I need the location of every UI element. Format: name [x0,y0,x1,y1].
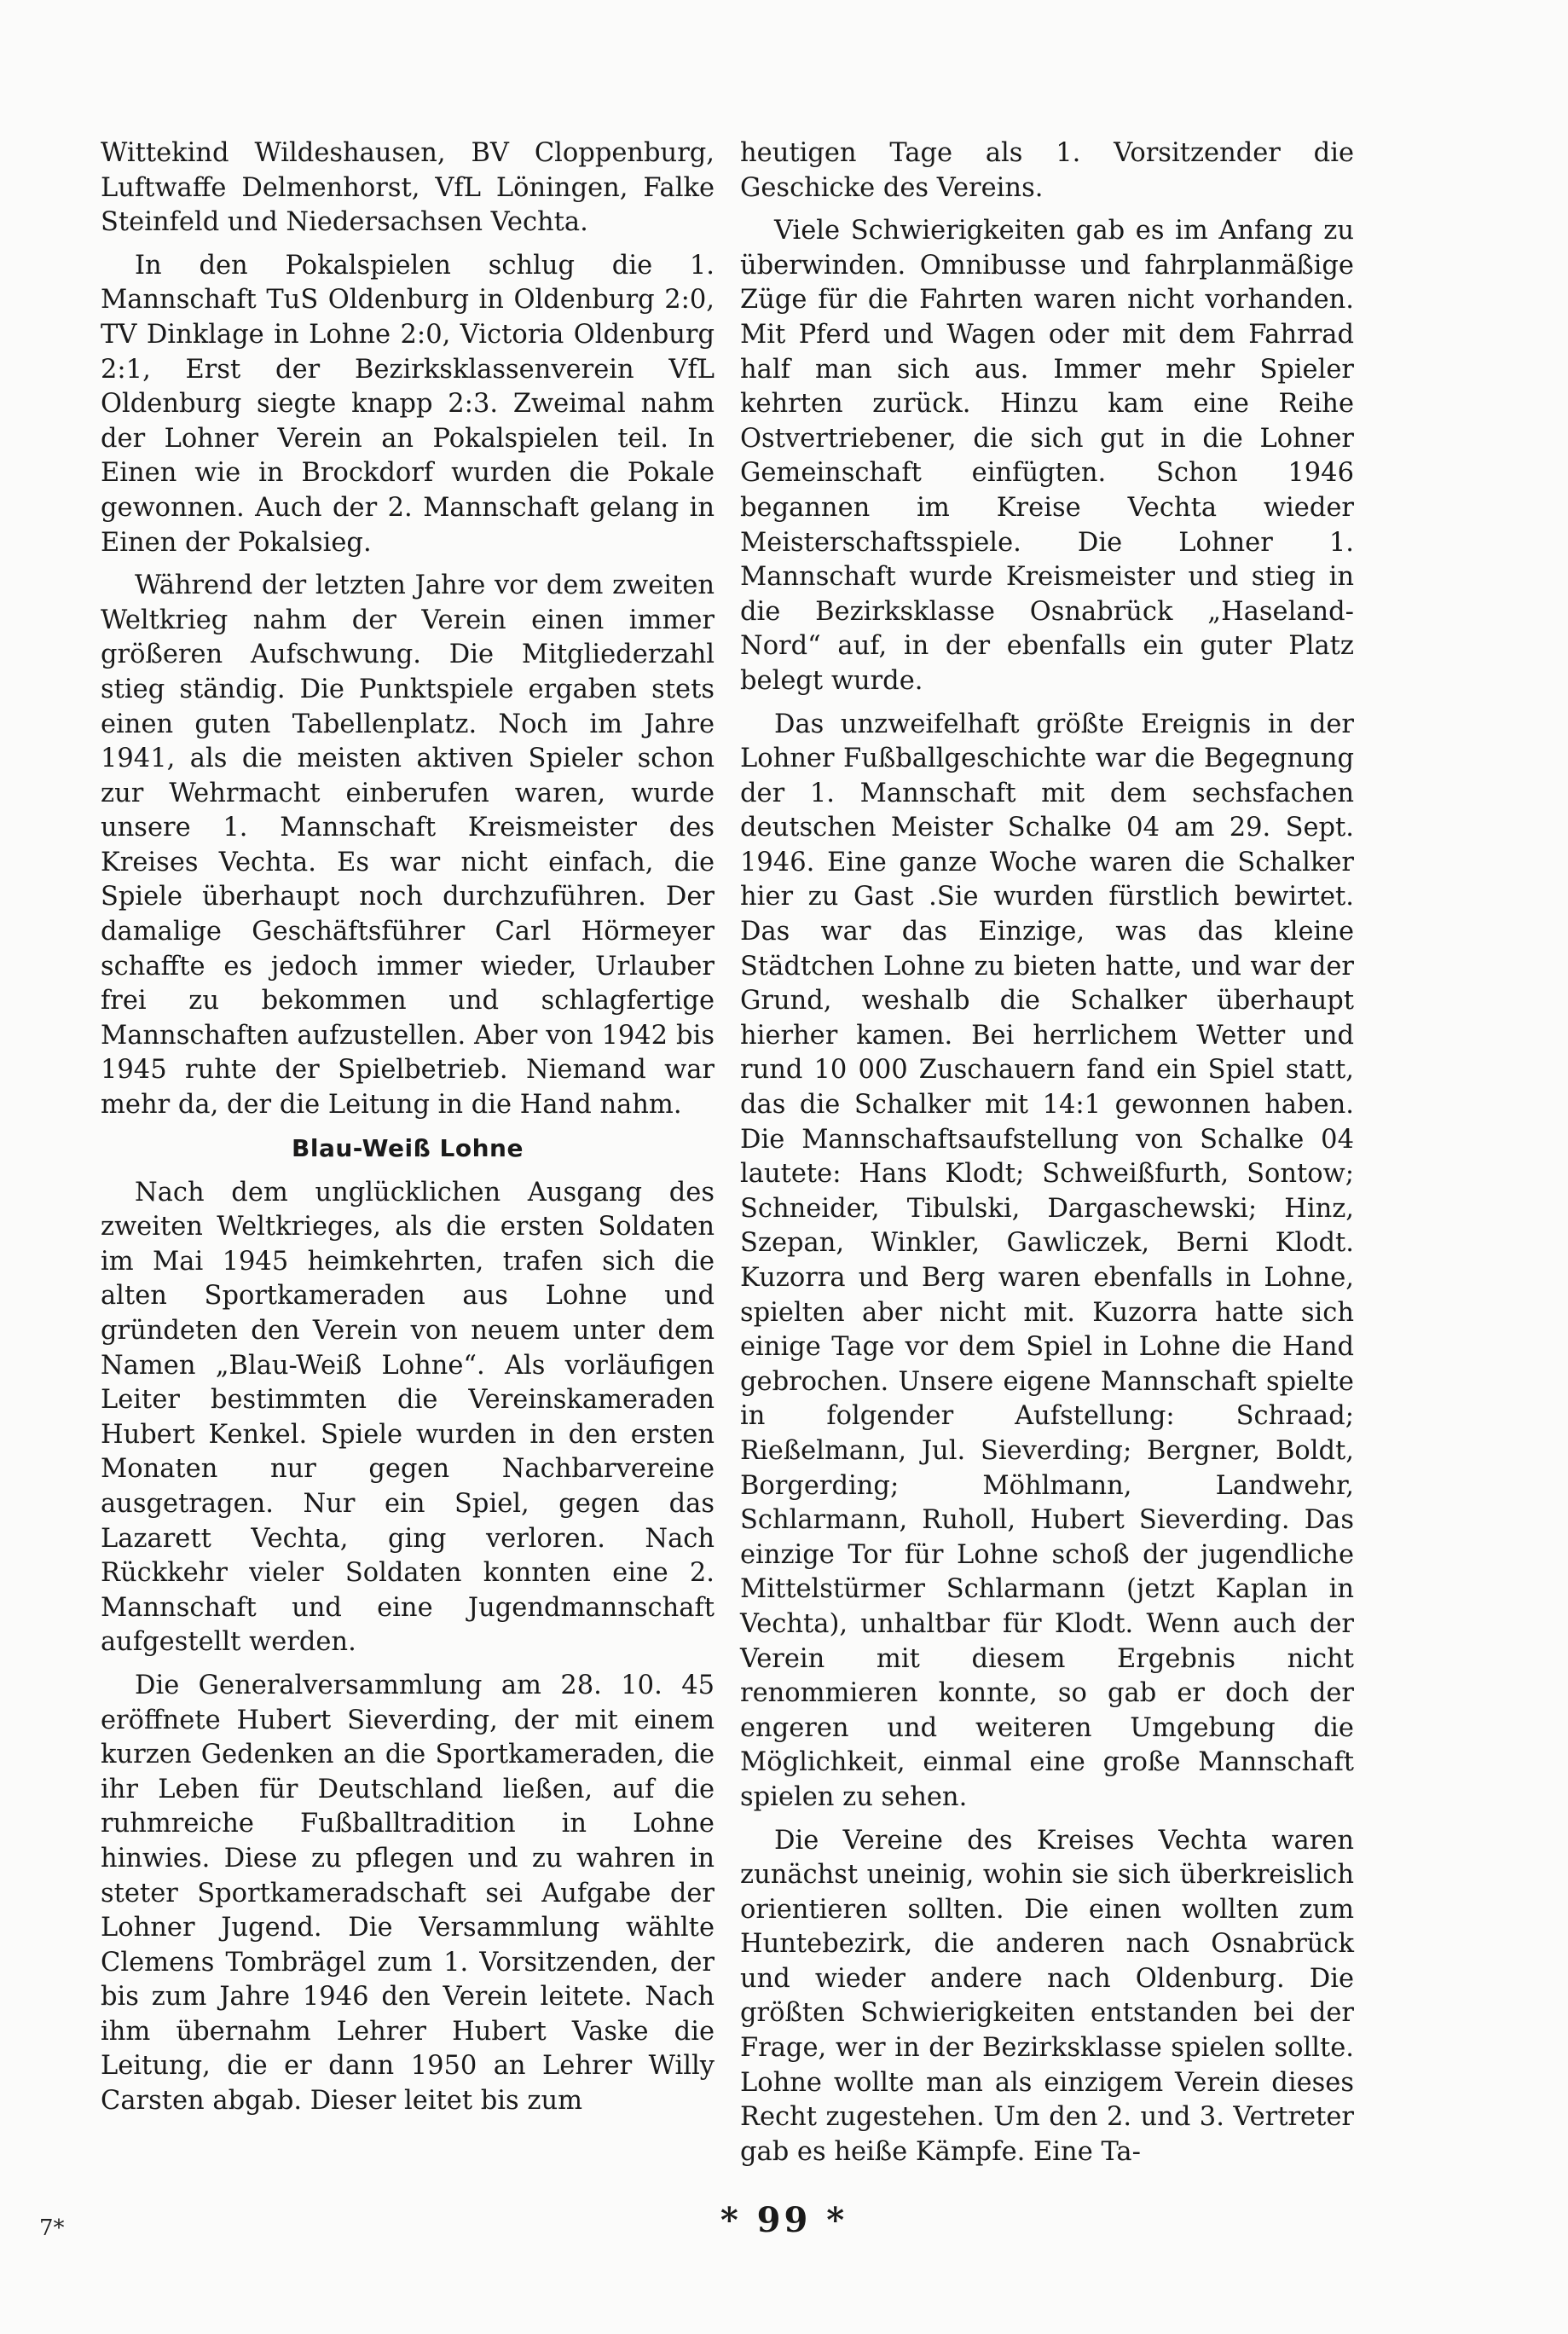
signature-mark: 7* [39,2215,65,2241]
paragraph: heutigen Tage als 1. Vorsitzender die Geschicke des Vereins. [740,138,1354,203]
right-column [740,136,1354,2178]
paragraph: Die Vereine des Kreises Vechta waren zunächst uneinig, wohin sie sich überkreislich orientieren sollten. Die einen wollten zum Huntebezirk, die anderen nach Osnabrück und wieder andere nach Oldenburg. Die größten Schwierigkeiten entstanden bei der Frage, wer in der Bezirksklasse spielen sollte. Lohne wollte man als einzigem Verein dieses Recht zugestehen. Um den 2. und 3. Vertreter gab es heiße Kämpfe. Eine Ta- [740,1825,1354,2167]
left-column [101,136,715,2128]
paragraph: Während der letzten Jahre vor dem zweiten Weltkrieg nahm der Verein einen immer größeren Aufschwung. Die Mitgliederzahl stieg ständig. Die Punktspiele ergaben stets einen guten Tabellenplatz. Noch im Jahre 1941, als die meisten aktiven Spieler schon zur Wehrmacht einberufen waren, wurde unsere 1. Mannschaft Kreismeister des Kreises Vechta. Es war nicht einfach, die Spiele überhaupt noch durchzuführen. Der damalige Geschäftsführer Carl Hörmeyer schaffte es jedoch immer wieder, Urlauber frei zu bekommen und schlagfertige Mannschaften aufzustellen. Aber von 1942 bis 1945 ruhte der Spielbetrieb. Niemand war mehr da, der die Leitung in die Hand nahm. [101,570,715,1121]
paragraph: Viele Schwierigkeiten gab es im Anfang zu überwinden. Omnibusse und fahrplanmäßige Züge für die Fahrten waren nicht vorhanden. Mit Pferd und Wagen oder mit dem Fahrrad half man sich aus. Immer mehr Spieler kehrten zurück. Hinzu kam eine Reihe Ostvertriebener, die sich gut in die Lohner Gemeinschaft einfügten. Schon 1946 begannen im Kreise Vechta wieder Meisterschaftsspiele. Die Lohner 1. Mannschaft wurde Kreismeister und stieg in die Bezirksklasse Osnabrück „Haseland-Nord“ auf, in der ebenfalls ein guter Platz belegt wurde. [740,216,1354,696]
paragraph: Die Generalversammlung am 28. 10. 45 eröffnete Hubert Sieverding, der mit einem kurzen Gedenken an die Sportkameraden, die ihr Leben für Deutschland ließen, auf die ruhmreiche Fußballtradition in Lohne hinwies. Diese zu pflegen und zu wahren in steter Sportkameradschaft sei Aufgabe der Lohner Jugend. Die Versammlung wählte Clemens Tombrägel zum 1. Vorsitzenden, der bis zum Jahre 1946 den Verein leitete. Nach ihm übernahm Lehrer Hubert Vaske die Leitung, die er dann 1950 an Lehrer Willy Carsten abgab. Dieser leitet bis zum [101,1670,715,2117]
paragraph: Nach dem unglücklichen Ausgang des zweiten Weltkrieges, als die ersten Soldaten im Mai 1945 heimkehrten, trafen sich die alten Sportkameraden aus Lohne und gründeten den Verein von neuem unter dem Namen „Blau-Weiß Lohne“. Als vorläufigen Leiter bestimmten die Vereinskameraden Hubert Kenkel. Spiele wurden in den ersten Monaten nur gegen Nachbarvereine ausgetragen. Nur ein Spiel, gegen das Lazarett Vechta, ging verloren. Nach Rückkehr vieler Soldaten konnten eine 2. Mannschaft und eine Jugendmannschaft aufgestellt werden. [101,1177,715,1658]
paragraph: In den Pokalspielen schlug die 1. Mannschaft TuS Oldenburg in Oldenburg 2:0, TV Dinklage in Lohne 2:0, Victoria Oldenburg 2:1, Erst der Bezirksklassenverein VfL Oldenburg siegte knapp 2:3. Zweimal nahm der Lohner Verein an Pokalspielen teil. In Einen wie in Brockdorf wurden die Pokale gewonnen. Auch der 2. Mannschaft gelang in Einen der Pokalsieg. [101,250,715,558]
section-heading: Blau-Weiß Lohne [292,1133,524,1162]
paragraph: Das unzweifelhaft größte Ereignis in der Lohner Fußballgeschichte war die Begegnung der 1. Mannschaft mit dem sechsfachen deutschen Meister Schalke 04 am 29. Sept. 1946. Eine ganze Woche waren die Schalker hier zu Gast .Sie wurden fürstlich bewirtet. Das war das Einzige, was das kleine Städtchen Lohne zu bieten hatte, und war der Grund, weshalb die Schalker überhaupt hierher kamen. Bei herrlichem Wetter und rund 10 000 Zuschauern fand ein Spiel statt, das die Schalker mit 14:1 gewonnen haben. Die Mannschaftsaufstellung von Schalke 04 lautete: Hans Klodt; Schweißfurth, Sontow; Schneider, Tibulski, Dargaschewski; Hinz, Szepan, Winkler, Gawliczek, Berni Klodt. Kuzorra und Berg waren ebenfalls in Lohne, spielten aber nicht mit. Kuzorra hatte sich einige Tage vor dem Spiel in Lohne die Hand gebrochen. Unsere eigene Mannschaft spielte in folgender Aufstellung: Schraad; Rießelmann, Jul. Sieverding; Bergner, Boldt, Borgerding; Möhlmann, Landwehr, Schlarmann, Ruholl, Hubert Sieverding. Das einzige Tor für Lohne schoß der jugendliche Mittelstürmer Schlarmann (jetzt Kaplan in Vechta), unhaltbar für Klodt. Wenn auch der Verein mit diesem Ergebnis nicht renommieren konnte, so gab er doch der engeren und weiteren Umgebung die Möglichkeit, einmal eine große Mannschaft spielen zu sehen. [740,709,1354,1812]
paragraph: Wittekind Wildeshausen, BV Cloppenburg, Luftwaffe Delmenhorst, VfL Löningen, Falke Steinfeld und Niedersachsen Vechta. [101,138,715,238]
page-number: * 99 * [720,2200,848,2240]
